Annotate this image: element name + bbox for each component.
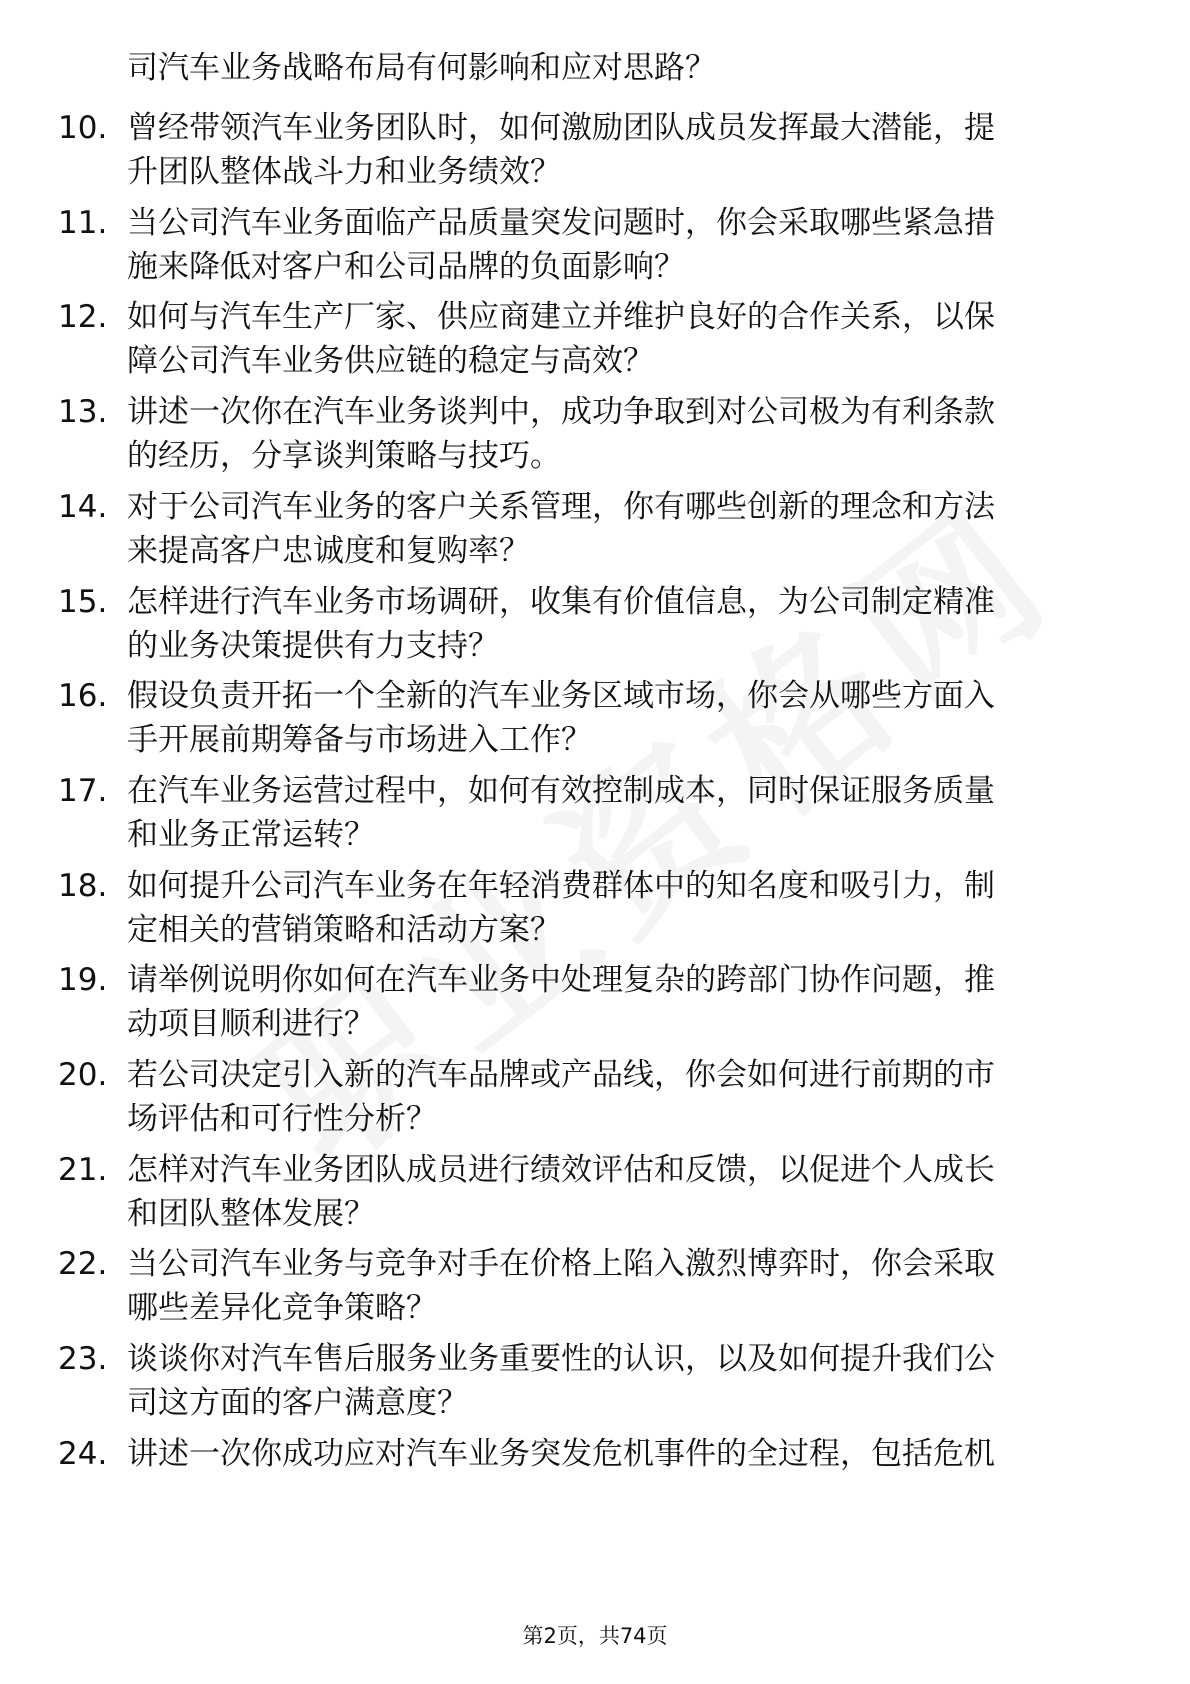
question-number: 21. xyxy=(58,1152,108,1188)
question-text-line1: 在汽车业务运营过程中，如何有效控制成本，同时保证服务质量 xyxy=(127,773,995,809)
question-text-line2: 定相关的营销策略和活动方案？ xyxy=(127,912,561,948)
question-number: 19. xyxy=(58,962,108,998)
question-number: 22. xyxy=(58,1246,108,1282)
question-text-line1: 如何提升公司汽车业务在年轻消费群体中的知名度和吸引力，制 xyxy=(127,868,995,904)
question-text-line2: 障公司汽车业务供应链的稳定与高效？ xyxy=(127,343,654,379)
question-number: 14. xyxy=(58,489,108,525)
question-text-line2: 的业务决策提供有力支持？ xyxy=(127,628,499,664)
question-text-line2: 动项目顺利进行？ xyxy=(127,1006,375,1042)
question-number: 18. xyxy=(58,868,108,904)
question-text-line1: 请举例说明你如何在汽车业务中处理复杂的跨部门协作问题，推 xyxy=(127,962,995,998)
question-text-line1: 假设负责开拓一个全新的汽车业务区域市场，你会从哪些方面入 xyxy=(127,678,995,714)
question-number: 17. xyxy=(58,773,108,809)
question-text-line1: 如何与汽车生产厂家、供应商建立并维护良好的合作关系，以保 xyxy=(127,299,995,335)
question-text-line2: 司这方面的客户满意度？ xyxy=(127,1385,468,1421)
question-number: 24. xyxy=(58,1436,108,1472)
question-text-line2: 和业务正常运转？ xyxy=(127,817,375,853)
question-text-line1: 曾经带领汽车业务团队时，如何激励团队成员发挥最大潜能，提 xyxy=(127,110,995,146)
question-text-line2: 的经历，分享谈判策略与技巧。 xyxy=(127,438,561,474)
question-number: 15. xyxy=(58,584,108,620)
question-text-line2: 升团队整体战斗力和业务绩效？ xyxy=(127,154,561,190)
question-number: 23. xyxy=(58,1341,108,1377)
question-text-line2: 场评估和可行性分析？ xyxy=(127,1101,437,1137)
question-number: 13. xyxy=(58,394,108,430)
question-text-line1: 怎样进行汽车业务市场调研，收集有价值信息，为公司制定精准 xyxy=(127,584,995,620)
question-text-line1: 当公司汽车业务面临产品质量突发问题时，你会采取哪些紧急措 xyxy=(127,205,995,241)
question-number: 16. xyxy=(58,678,108,714)
question-text-line1: 讲述一次你成功应对汽车业务突发危机事件的全过程，包括危机 xyxy=(127,1436,995,1472)
question-number: 11. xyxy=(58,205,108,241)
question-text-line2: 和团队整体发展？ xyxy=(127,1196,375,1232)
question-text-line1: 怎样对汽车业务团队成员进行绩效评估和反馈，以促进个人成长 xyxy=(127,1152,995,1188)
question-number: 20. xyxy=(58,1057,108,1093)
question-text-line1: 当公司汽车业务与竞争对手在价格上陷入激烈博弈时，你会采取 xyxy=(127,1246,995,1282)
question-text-line2: 施来降低对客户和公司品牌的负面影响？ xyxy=(127,249,685,285)
question-text-line1: 讲述一次你在汽车业务谈判中，成功争取到对公司极为有利条款 xyxy=(127,394,995,430)
question-text-line1: 对于公司汽车业务的客户关系管理，你有哪些创新的理念和方法 xyxy=(127,489,995,525)
question-text-line2: 手开展前期筹备与市场进入工作？ xyxy=(127,722,592,758)
page-footer: 第2页，共74页 xyxy=(522,1624,668,1648)
question-text-line1: 若公司决定引入新的汽车品牌或产品线，你会如何进行前期的市 xyxy=(127,1057,995,1093)
question-number: 12. xyxy=(58,299,108,335)
question-text-line2: 哪些差异化竞争策略？ xyxy=(127,1290,437,1326)
question-text-line2: 来提高客户忠诚度和复购率？ xyxy=(127,533,530,569)
question-text-line1: 谈谈你对汽车售后服务业务重要性的认识，以及如何提升我们公 xyxy=(127,1341,995,1377)
question-number: 10. xyxy=(58,110,108,146)
continuation-text: 司汽车业务战略布局有何影响和应对思路？ xyxy=(127,50,716,86)
